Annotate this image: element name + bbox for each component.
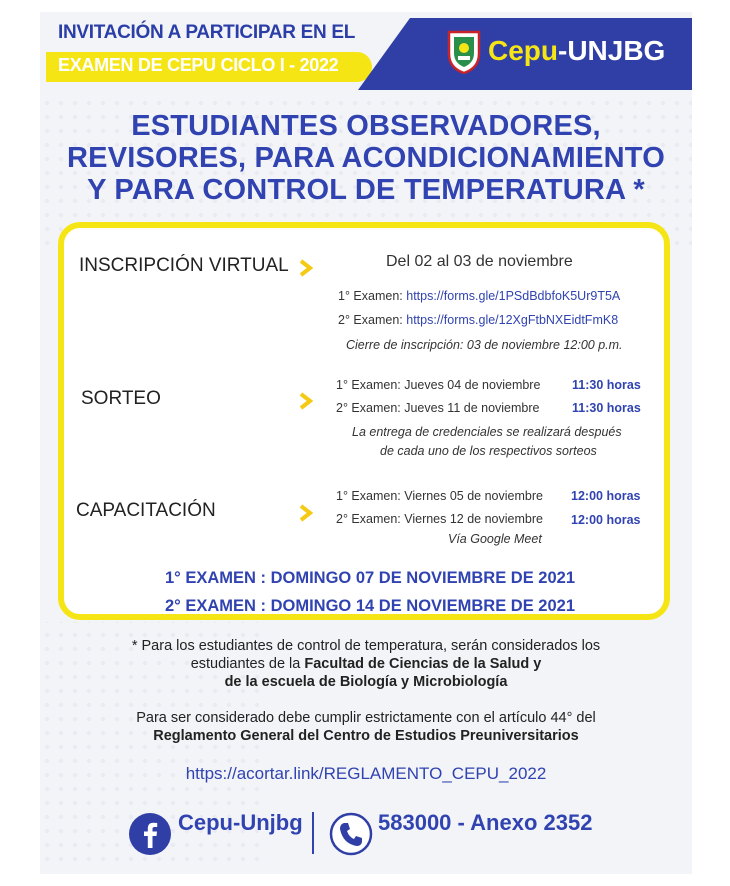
chevron-right-icon <box>299 259 313 277</box>
exam-2-date: 2° EXAMEN : DOMINGO 14 DE NOVIEMBRE DE 2021 <box>164 597 576 615</box>
capacitacion-exam2: 2° Examen: Viernes 12 de noviembre <box>336 512 543 526</box>
sorteo-note-line-2: de cada uno de los respectivos sorteos <box>380 444 597 458</box>
sorteo-exam2: 2° Examen: Jueves 11 de noviembre <box>336 401 540 415</box>
footer-rule-line-2: Reglamento General del Centro de Estudios Preuniversitarios <box>153 728 579 744</box>
phone-number[interactable]: 583000 - Anexo 2352 <box>378 810 593 835</box>
title-line-3: Y PARA CONTROL DE TEMPERATURA * <box>87 174 645 206</box>
inscripcion-label: INSCRIPCIÓN VIRTUAL <box>79 255 289 276</box>
capacitacion-exam2-time: 12:00 horas <box>571 513 641 527</box>
inscripcion-dates: Del 02 al 03 de noviembre <box>386 253 573 270</box>
footer-note-line-3: de la escuela de Biología y Microbiología <box>224 674 508 690</box>
facebook-handle[interactable]: Cepu-Unjbg <box>178 810 303 835</box>
exam1-form-link[interactable]: https://forms.gle/1PSdBdbfoK5Ur9T5A <box>406 289 621 303</box>
brand-part-1: Cepu <box>488 35 558 66</box>
sorteo-note-line-1: La entrega de credenciales se realizará después <box>352 425 622 439</box>
exam-1-date: 1° EXAMEN : DOMINGO 07 DE NOVIEMBRE DE 2021 <box>164 569 576 587</box>
facebook-icon[interactable] <box>128 812 172 856</box>
sorteo-exam2-time: 11:30 horas <box>572 401 641 415</box>
inscripcion-exam2 <box>338 313 618 327</box>
sorteo-exam1: 1° Examen: Jueves 04 de noviembre <box>336 378 541 392</box>
university-seal-icon <box>446 28 482 74</box>
footer-divider <box>312 812 314 854</box>
brand-part-2: -UNJBG <box>558 35 666 66</box>
footer-note-bold: Facultad de Ciencias de la Salud y <box>304 656 542 672</box>
exam2-form-link[interactable]: https://forms.gle/12XgFtbNXEidtFmK8 <box>406 313 619 327</box>
poster <box>40 12 692 874</box>
title-line-1: ESTUDIANTES OBSERVADORES, <box>131 110 601 142</box>
exam1-prefix: 1° Examen: <box>338 289 403 303</box>
header-line-1: INVITACIÓN A PARTICIPAR EN EL <box>58 22 356 43</box>
capacitacion-exam1: 1° Examen: Viernes 05 de noviembre <box>336 489 543 503</box>
inscripcion-exam1 <box>338 289 620 303</box>
exam2-prefix: 2° Examen: <box>338 313 403 327</box>
footer-note-line-2 <box>40 656 692 672</box>
reglamento-link[interactable]: https://acortar.link/REGLAMENTO_CEPU_2022 <box>185 764 547 783</box>
footer-note-prefix: estudiantes de la <box>190 656 305 672</box>
sorteo-exam1-time: 11:30 horas <box>572 378 641 392</box>
title-line-2: REVISORES, PARA ACONDICIONAMIENTO <box>67 142 665 174</box>
brand-logo-text <box>488 35 665 67</box>
capacitacion-via: Vía Google Meet <box>448 532 542 546</box>
sorteo-label: SORTEO <box>81 388 161 409</box>
chevron-right-icon <box>299 504 313 522</box>
capacitacion-label: CAPACITACIÓN <box>76 500 216 521</box>
schedule-box <box>58 222 670 620</box>
chevron-right-icon <box>299 392 313 410</box>
header-line-2: EXAMEN DE CEPU CICLO I - 2022 <box>58 55 339 75</box>
capacitacion-exam1-time: 12:00 horas <box>571 489 641 503</box>
footer-note-line-1: * Para los estudiantes de control de temperatura, serán considerados los <box>131 638 601 654</box>
footer-rule-line-1: Para ser considerado debe cumplir estrictamente con el artículo 44° del <box>136 710 596 726</box>
inscripcion-closing: Cierre de inscripción: 03 de noviembre 12:00 p.m. <box>346 338 623 352</box>
phone-icon <box>329 812 373 856</box>
